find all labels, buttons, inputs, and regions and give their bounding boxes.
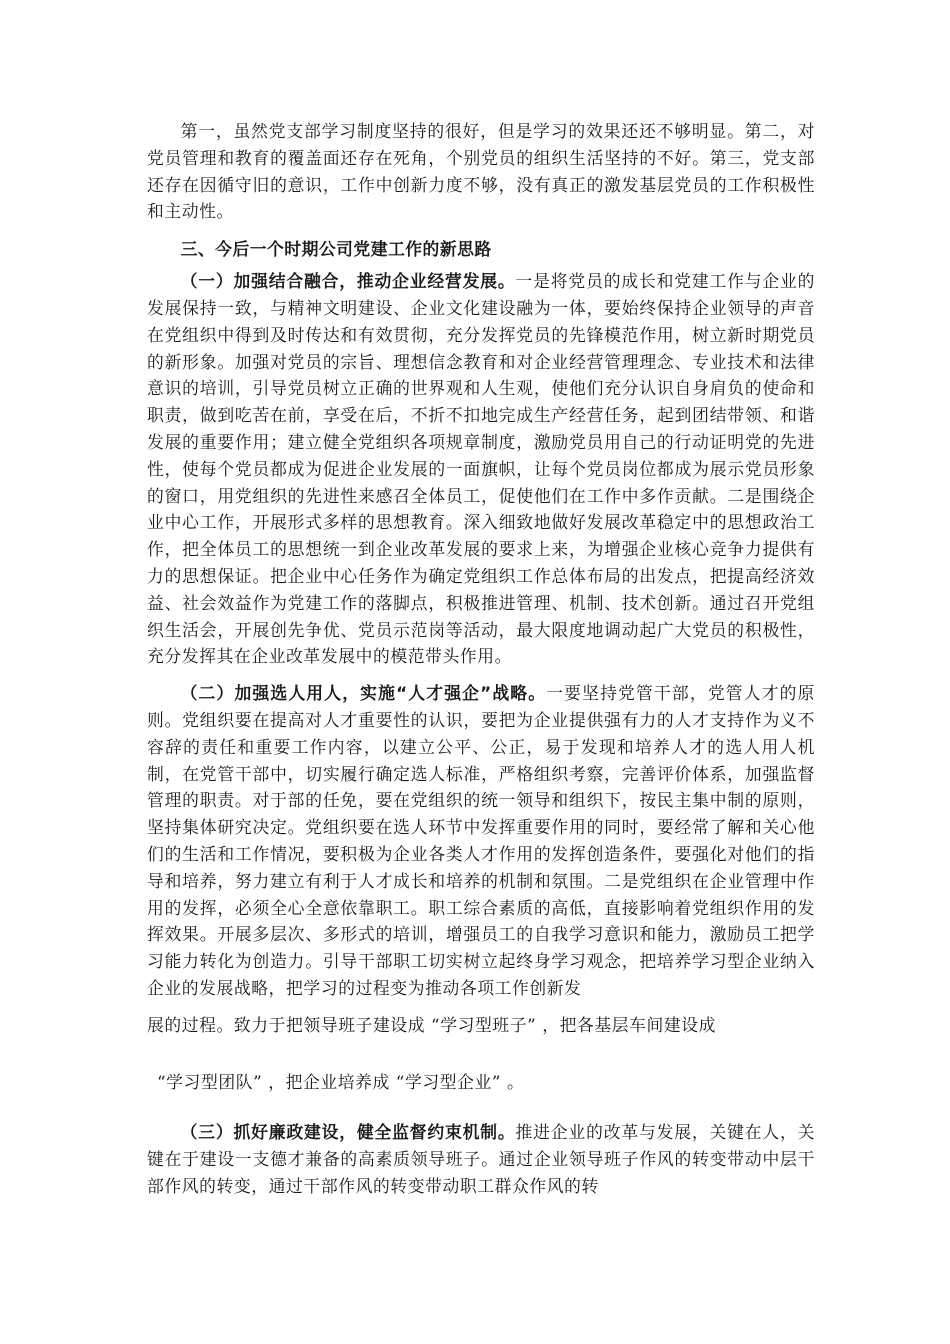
section-2-tail-line-1: 展的过程。致力于把领导班子建设成 “学习型班子” ，把各基层车间建设成 — [147, 1014, 717, 1035]
section-1-lead: （一）加强结合融合，推动企业经营发展。 — [180, 271, 516, 292]
section-1-body: 一是将党员的成长和党建工作与企业的发展保持一致，与精神文明建设、企业文化建设融为一体，要始终保持企业领导的声音在党组织中得到及时传达和有效贯彻，充分发挥党员的先锋模范作用，树立新时期党员的新形象。加强对党员的宗旨、理想信念教育和对企业经营管理理念、专业技术和法律意识的培训，引导党员树立正确的世界观和人生观，使他们充分认识自身肩负的使命和职责，做到吃苦在前，享受在后，不折不扣地完成生产经营任务，起到团结带领、和谐发展的重要作用；建立健全党组织各项规章制度，激励党员用自己的行动证明党的先进性，使每个党员都成为促进企业发展的一面旗帜，让每个党员岗位都成为展示党员形象的窗口，用党组织的先进性来感召全体员工，促使他们在工作中多作贡献。二是围绕企业中心工作，开展形式多样的思想教育。深入细致地做好发展改革稳定中的思想政治工作，把全体员工的思想统一到企业改革发展的要求上来，为增强企业核心竞争力提供有力的思想保证。把企业中心任务作为确定党组织工作总体布局的出发点，把提高经济效益、社会效益作为党建工作的落脚点，积极推进管理、机制、技术创新。通过召开党组织生活会，开展创先争优、党员示范岗等活动，最大限度地调动起广大党员的积极性，充分发挥其在企业改革发展中的模范带头作用。 — [147, 271, 815, 667]
paragraph-section-2 — [147, 680, 815, 1002]
document-page — [147, 118, 815, 1200]
section-2-body: 一要坚持党管干部，党管人才的原则。党组织要在提高对人才重要性的认识，要把为企业提供强有力的人才支持作为义不容辞的责任和重要工作内容，以建立公平、公正，易于发现和培养人才的选人用人机制，在党管干部中，切实履行确定选人标准，严格组织考察，完善评价体系，加强监督管理的职责。对于部的任免，要在党组织的统一领导和组织下，按民主集中制的原则，坚持集体研究决定。党组织要在选人环节中发挥重要作用的同时，要经常了解和关心他们的生活和工作情况，要积极为企业各类人才作用的发挥创造条件，要强化对他们的指导和培养，努力建立有利于人才成长和培养的机制和氛围。二是党组织在企业管理中作用的发挥，必须全心全意依靠职工。职工综合素质的高低，直接影响着党组织作用的发挥效果。开展多层次、多形式的培训，增强员工的自我学习意识和能力，激励员工把学习能力转化为创造力。引导干部职工切实树立起终身学习观念，把培养学习型企业纳入企业的发展战略，把学习的过程变为推动各项工作创新发 — [147, 683, 815, 998]
section-3-body: 推进企业的改革与发展，关键在人，关键在于建设一支德才兼备的高素质领导班子。通过企业领导班子作风的转变带动中层干部作风的转变，通过干部作风的转变带动职工群众作风的转 — [147, 1122, 815, 1196]
paragraph-section-1 — [147, 268, 815, 670]
section-3-lead: （三）抓好廉政建设，健全监督约束机制。 — [180, 1122, 516, 1143]
section-2-lead: （二）加强选人用人，实施“人才强企”战略。 — [180, 683, 547, 704]
paragraph-shortcomings: 第一，虽然党支部学习制度坚持的很好，但是学习的效果还还不够明显。第二，对党员管理和教育的覆盖面还存在死角，个别党员的组织生活坚持的不好。第三，党支部还存在因循守旧的意识，工作中创新力度不够，没有真正的激发基层党员的工作积极性和主动性。 — [147, 121, 815, 222]
section-2-tail-line-2: “学习型团队” ，把企业培养成 “学习型企业” 。 — [157, 1071, 525, 1092]
paragraph-section-3 — [147, 1119, 815, 1199]
section-heading: 三、今后一个时期公司党建工作的新思路 — [180, 239, 492, 260]
